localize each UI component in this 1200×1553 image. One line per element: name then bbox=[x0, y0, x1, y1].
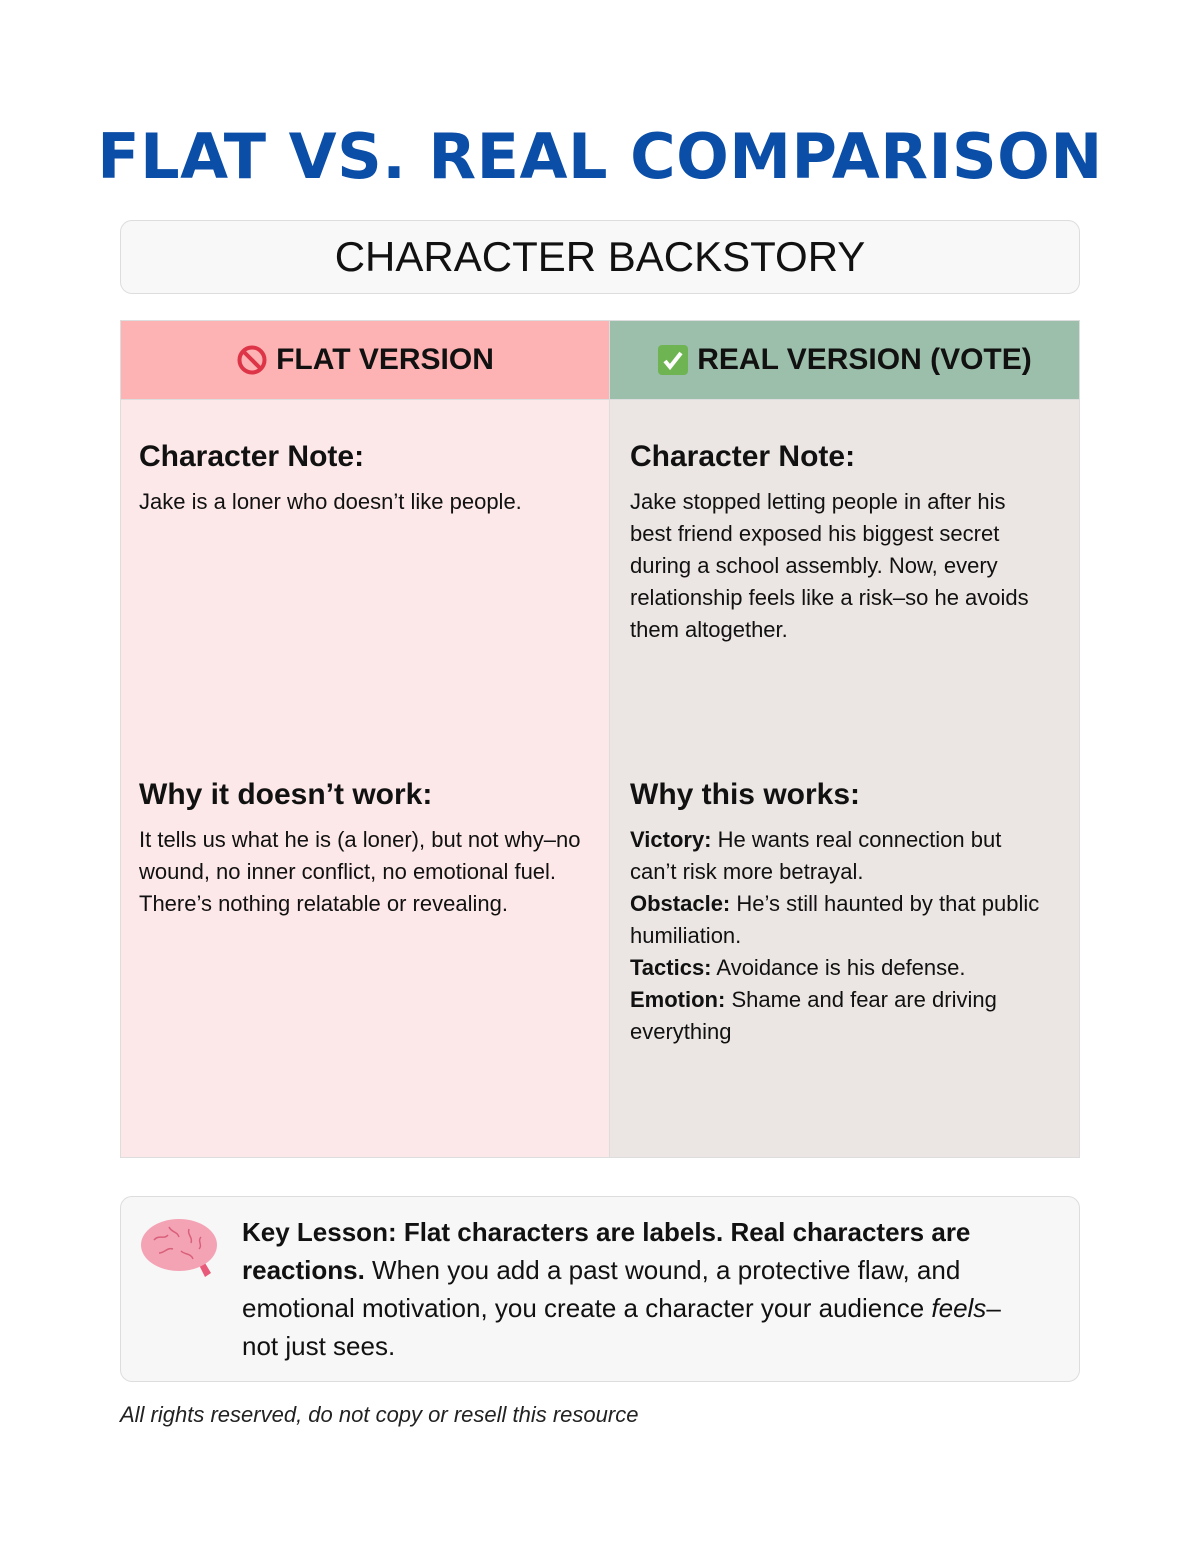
real-column bbox=[610, 321, 1079, 1157]
flat-header bbox=[121, 321, 609, 400]
real-why-heading: Why this works: bbox=[630, 778, 861, 811]
real-point: Victory: He wants real connection but can’t risk more betrayal. bbox=[630, 827, 1002, 884]
real-point: Obstacle: He’s still haunted by that public humiliation. bbox=[630, 891, 1040, 948]
key-lesson-text: Key Lesson: Flat characters are labels. Real characters are reactions. When you add a past wound, a protective flaw, and emotional motivation, you create a character your audience feels– not just sees. bbox=[242, 1217, 1001, 1361]
real-header bbox=[610, 321, 1079, 400]
key-lesson-box bbox=[120, 1196, 1080, 1382]
flat-header-label: FLAT VERSION bbox=[276, 343, 494, 376]
brain-icon bbox=[139, 1215, 221, 1285]
real-point: Emotion: Shame and fear are driving everything bbox=[630, 987, 997, 1044]
copyright-footer: All rights reserved, do not copy or resell this resource bbox=[120, 1402, 639, 1427]
check-mark-button-icon bbox=[657, 344, 689, 376]
flat-column bbox=[121, 321, 610, 1157]
real-header-label: REAL VERSION (VOTE) bbox=[697, 343, 1032, 376]
real-point: Tactics: Avoidance is his defense. bbox=[630, 955, 966, 980]
flat-note-heading: Character Note: bbox=[139, 440, 365, 473]
comparison-table bbox=[120, 320, 1080, 1158]
page-title: FLAT VS. REAL COMPARISON bbox=[97, 120, 1103, 193]
flat-why-heading: Why it doesn’t work: bbox=[139, 778, 433, 811]
real-note-heading: Character Note: bbox=[630, 440, 856, 473]
flat-why: It tells us what he is (a loner), but not why–no wound, no inner conflict, no emotional fuel. There’s nothing relatable or revealing. bbox=[139, 827, 581, 916]
real-note: Jake stopped letting people in after his best friend exposed his biggest secret during a school assembly. Now, every relationship feels like a risk–so he avoids them altogether. bbox=[630, 489, 1029, 642]
flat-note: Jake is a loner who doesn’t like people. bbox=[139, 489, 522, 514]
prohibited-icon bbox=[236, 344, 268, 376]
section-subtitle: CHARACTER BACKSTORY bbox=[120, 220, 1080, 294]
